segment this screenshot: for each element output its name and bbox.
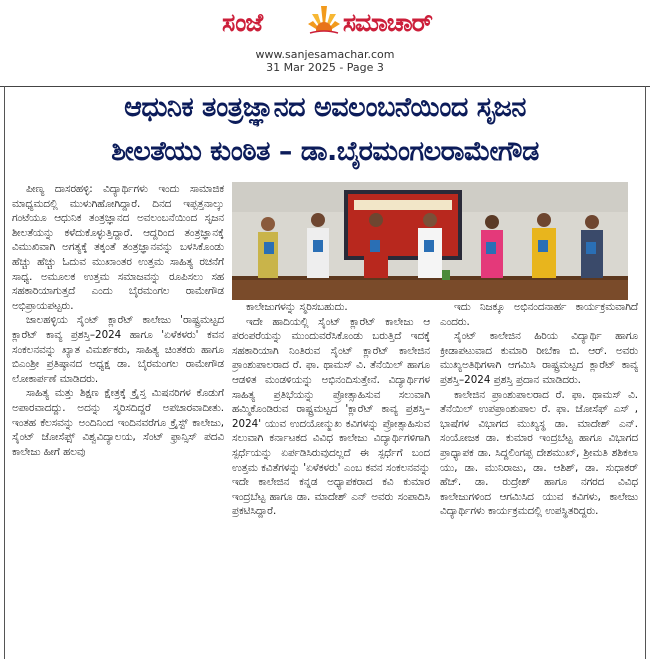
article-paragraph: ಇದು ನಿಜಕ್ಕೂ ಅಭಿನಂದನಾರ್ಹ ಕಾರ್ಯಕ್ರಮವಾಗಿದೆ ಎಂದರು. (440, 301, 638, 328)
article-column-3 (440, 300, 638, 659)
top-rule (0, 86, 650, 87)
website-url[interactable]: www.sanjesamachar.com (255, 48, 395, 61)
article-paragraph: ಕಾಲೇಜಿನ ಪ್ರಾಂಶುಪಾಲರಾದ ರೆ. ಫಾ. ಥಾಮಸ್ ವಿ. ತೆನೆಯಿಲ್ ಉಪಪ್ರಾಂಶುಪಾಲ ರೆ. ಫಾ. ಜೋಸೆಫ್ ಎಸ್ , ಭಾಷೆಗಳ ವಿಭಾಗದ ಮುಖ್ಯಸ್ಥ ಡಾ. ಮಾದೇಶ್ ಎನ್. ಸಂಯೋಜಕ ಡಾ. ಕುಮಾರ ಇಂದ್ರಬೆಟ್ಟ ಹಾಗೂ ವಿಭಾಗದ ಪ್ರಾಧ್ಯಾಪಕ ಡಾ. ಸಿದ್ದಲಿಂಗಪ್ಪ ದೇಶಮುಖ್, ಶ್ರೀಮತಿ ಶಶಿಕಲಾ ಯು, ಡಾ. ಮುನಿರಾಜು, ಡಾ. ಆಶಿಶ್, ಡಾ. ಸುಧಾಕರ್ ಹೆಚ್. ಡಾ. ರುದ್ರೇಶ್ ಹಾಗೂ ನಗರದ ವಿವಿಧ ಕಾಲೇಜುಗಳಿಂದ ಆಗಮಿಸಿದ ಯುವ ಕವಿಗಳು, ಕಾಲೇಜು ವಿದ್ಯಾರ್ಥಿಗಳು ಕಾರ್ಯಕ್ರಮದಲ್ಲಿ ಉಪಸ್ಥಿತರಿದ್ದರು. (440, 388, 638, 518)
event-photo (232, 182, 628, 300)
left-border (4, 86, 5, 659)
headline-line-2: ಶೀಲತೆಯು ಕುಂಠಿತ – ಡಾ.ಬೈರಮಂಗಲರಾಮೇಗೌಡ (111, 136, 539, 167)
article-paragraph: ಕಾಲೇಜುಗಳನ್ನು ಸ್ಮರಿಸಬಹುದು. (246, 301, 348, 313)
logo-text-samachar: ಸಮಾಚಾರ್ (342, 8, 432, 37)
article-paragraph: ಸಾಹಿತ್ಯ ಮತ್ತು ಶಿಕ್ಷಣ ಕ್ಷೇತ್ರಕ್ಕೆ ಕ್ರೈಸ್ತ ಮಿಷನರಿಗಳ ಕೊಡುಗೆ ಅಪಾರವಾದದ್ದು. ಅದನ್ನು ಸ್ಮರಿಸದಿದ್ದರೆ ಅಪಚಾರವಾದೀತು. ಇಂತಹ ಕೆಲಸವನ್ನು ಅಂದಿನಿಂದ ಇಂದಿನವರೆಗೂ ಕ್ರೈಸ್ಟ್ ಕಾಲೇಜು, ಸೈಂಟ್ ಜೋಸೆಫ್ಸ್ ವಿಶ್ವವಿದ್ಯಾಲಯ, ಸೆಂಟ್ ಫ್ರಾನ್ಸಿಸ್ ಪದವಿ ಕಾಲೇಜು ಹೀಗೆ ಹಲವು (12, 387, 224, 458)
right-border (645, 86, 646, 659)
article-column-2 (232, 300, 430, 659)
masthead (0, 0, 650, 48)
book-release-photo (232, 182, 628, 300)
edition-date-page: 31 Mar 2025 - Page 3 (266, 61, 384, 74)
logo-text-sanje: ಸಂಜೆ (222, 8, 263, 37)
newspaper-logo[interactable] (222, 4, 432, 44)
rising-sun-icon (304, 4, 344, 38)
headline-line-1: ಆಧುನಿಕ ತಂತ್ರಜ್ಞಾನದ ಅವಲಂಬನೆಯಿಂದ ಸೃಜನ (124, 92, 526, 123)
article-paragraph: ಪೀಣ್ಯ ದಾಸರಹಳ್ಳಿ: ವಿದ್ಯಾರ್ಥಿಗಳು ಇಂದು ಸಾಮಾಜಿಕ ಮಾಧ್ಯಮದಲ್ಲಿ ಮುಳುಗಿಹೋಗಿದ್ದಾರೆ. ದಿನದ ಇಪ್ಪತ್ತನಾಲ್ಕು ಗಂಟೆಯೂ ಆಧುನಿಕ ತಂತ್ರಜ್ಞಾನದ ಅವಲಂಬನೆಯಿಂದ ಸೃಜನ ಶೀಲತೆಯನ್ನು ಕಳೆದುಕೊಳ್ಳುತ್ತಿದ್ದಾರೆ. ಆದ್ದರಿಂದ ತಂತ್ರಜ್ಞಾನಕ್ಕೆ ವಿಮುಖಿವಾಗಿ ಅಗತ್ಯಕ್ಕೆ ತಕ್ಕಂತೆ ತಂತ್ರಜ್ಞಾನವನ್ನು ಬಳಸಿಕೊಂಡು ಹೆಚ್ಚು ಹೆಚ್ಚು ಓದುವ ಮುಖಾಂತರ ಉತ್ತಮ ಸಾಹಿತ್ಯ ರಚನೆಗೆ ಸಾಧ್ಯ. ಅಮೂಲಕ ಉತ್ತಮ ಸಮಾಜವನ್ನು ರೂಪಿಸಲು ಸಹ ಸಹಕಾರಿಯಾಗುತ್ತದೆ ಎಂದು ಬೈರಮಂಗಲ ರಾಮೇಗೌಡ ಅಭಿಪ್ರಾಯಪಟ್ಟರು. (12, 183, 224, 312)
article-paragraph: ಇದೇ ಹಾದಿಯಲ್ಲಿ ಸೈಂಟ್ ಕ್ಲಾರೆಟ್ ಕಾಲೇಜು ಆ ಪರಂಪರೆಯನ್ನು ಮುಂದುವರೆಸಿಕೊಂಡು ಬರುತ್ತಿದೆ ಇದಕ್ಕೆ ಸಹಕಾರಿಯಾಗಿ ನಿಂತಿರುವ ಸೈಂಟ್ ಕ್ಲಾರೆಟ್ ಕಾಲೇಜಿನ ಪ್ರಾಂಶುಪಾಲರಾದ ರೆ. ಫಾ. ಥಾಮಸ್ ವಿ. ತೆನೆಯಿಲ್ ಹಾಗೂ ಆಡಳಿತ ಮಂಡಳಿಯನ್ನು ಅಭಿನಂದಿಸುತ್ತೇನೆ. ವಿದ್ಯಾರ್ಥಿಗಳ ಸಾಹಿತ್ಯ ಪ್ರತಿಭೆಯನ್ನು ಪ್ರೋತ್ಸಾಹಿಸುವ ಸಲುವಾಗಿ ಹಮ್ಮಿಕೊಂಡಿರುವ ರಾಷ್ಟ್ರಮಟ್ಟದ 'ಕ್ಲಾರೆಟ್ ಕಾವ್ಯ ಪ್ರಶಸ್ತಿ–2024' ಯುವ ಉದಯೋನ್ಮುಖ ಕವಿಗಳನ್ನು ಪ್ರೋತ್ಸಾಹಿಸುವ ಸಲುವಾಗಿ ಕರ್ನಾಟಕದ ವಿವಿಧ ಕಾಲೇಜು ವಿದ್ಯಾರ್ಥಿಗಳಿಗಾಗಿ ಸ್ಪರ್ಧೆಯನ್ನು ಏರ್ಪಡಿಸಿರುವುದಲ್ಲದೆ ಈ ಸ್ಪರ್ಧೆಗೆ ಬಂದ ಉತ್ತಮ ಕವಿತೆಗಳನ್ನು 'ಏಳೆಕಳರು' ಎಂಬ ಕವನ ಸಂಕಲನವನ್ನು ಇದೇ ಕಾಲೇಜಿನ ಕನ್ನಡ ಅಧ್ಯಾಪಕರಾದ ಕವಿ ಕುಮಾರ ಇಂದ್ರಬೆಟ್ಟ ಹಾಗೂ ಡಾ. ಮಾದೇಶ್ ಎನ್ ಅವರು ಸಂಪಾದಿಸಿ ಪ್ರಕಟಿಸಿದ್ದಾರೆ. (232, 315, 430, 518)
article-paragraph: ಸೈಂಟ್ ಕಾಲೇಜಿನ ಹಿರಿಯ ವಿದ್ಯಾರ್ಥಿ ಹಾಗೂ ಕ್ರೀಡಾಪಟುವಾದ ಕುಮಾರಿ ರೀಬೆಕಾ ಬಿ. ಆರ್. ಅವರು ಮುಖ್ಯಅತಿಥಿಗಳಾಗಿ ಆಗಮಿಸಿ ರಾಷ್ಟ್ರಮಟ್ಟದ ಕ್ಲಾರೆಟ್ ಕಾವ್ಯ ಪ್ರಶಸ್ತಿ–2024 ಪ್ರಶಸ್ತಿ ಪ್ರದಾನ ಮಾಡಿದರು. (440, 330, 638, 386)
article-column-1 (12, 182, 224, 659)
article-paragraph: ಜಾಲಹಳ್ಳಿಯ ಸೈಂಟ್ ಕ್ಲಾರೆಟ್ ಕಾಲೇಜು 'ರಾಷ್ಟ್ರಮಟ್ಟದ ಕ್ಲಾರೆಟ್ ಕಾವ್ಯ ಪ್ರಶಸ್ತಿ–2024 ಹಾಗೂ 'ಏಳೆಕಳರು' ಕವನ ಸಂಕಲನವನ್ನು ಖ್ಯಾತ ವಿಮರ್ಶಕರು, ಸಾಹಿತ್ಯ ಚಿಂತಕರು ಹಾಗೂ ಬಿಎಂಶ್ರೀ ಪ್ರತಿಷ್ಠಾನದ ಅಧ್ಯಕ್ಷ ಡಾ. ಬೈರಮಂಗಲ ರಾಮೇಗೌಡ ಲೋಕಾರ್ಪಣೆ ಮಾಡಿದರು. (12, 314, 224, 385)
